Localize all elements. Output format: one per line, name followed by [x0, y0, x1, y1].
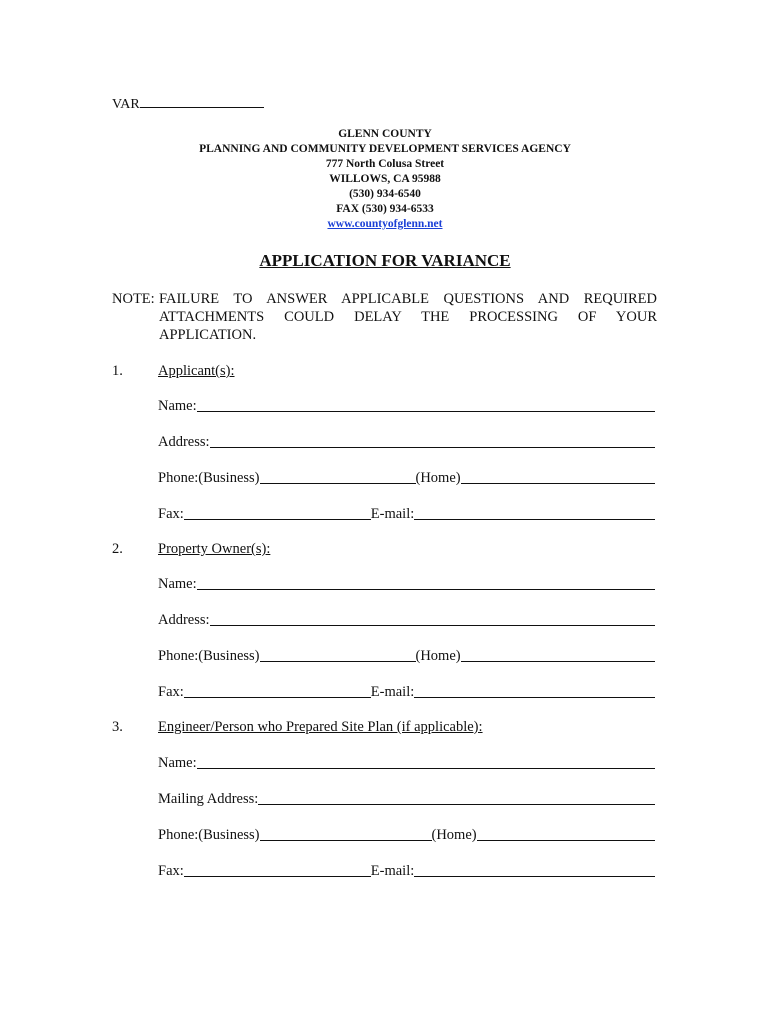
field-label: (Home) — [415, 648, 461, 664]
section-2-number: 2. — [112, 541, 123, 557]
owner-name-input[interactable] — [197, 589, 655, 590]
engineer-email-input[interactable] — [414, 876, 655, 877]
county-name: GLENN COUNTY — [338, 128, 432, 140]
applicant-home-phone-input[interactable] — [461, 483, 655, 484]
field-label: Fax: — [158, 863, 184, 879]
engineer-business-phone-input[interactable] — [260, 840, 432, 841]
note-label: NOTE: — [112, 291, 155, 307]
applicant-fax-input[interactable] — [184, 519, 371, 520]
agency-city: WILLOWS, CA 95988 — [329, 173, 441, 185]
section-1-number: 1. — [112, 363, 123, 379]
var-number-blank[interactable] — [140, 94, 264, 108]
field-label: E-mail: — [370, 506, 415, 522]
applicant-name-input[interactable] — [197, 411, 655, 412]
section-1-title: Applicant(s): — [158, 363, 235, 379]
note-text: FAILURE TO ANSWER APPLICABLE QUESTIONS AND REQUIRED ATTACHMENTS COULD DELAY THE PROCESSING OF YOUR APPLICATION. — [159, 291, 657, 343]
field-label: Name: — [158, 755, 197, 771]
engineer-name-input[interactable] — [197, 768, 655, 769]
owner-business-phone-input[interactable] — [260, 661, 416, 662]
note-block — [112, 290, 657, 344]
field-label: (Home) — [415, 470, 461, 486]
field-label: Phone:(Business) — [158, 470, 260, 486]
field-label: Phone:(Business) — [158, 648, 260, 664]
owner-home-phone-input[interactable] — [461, 661, 655, 662]
applicant-phone-field — [158, 469, 655, 487]
applicant-address-field — [158, 433, 655, 451]
field-label: Phone:(Business) — [158, 827, 260, 843]
engineer-fax-input[interactable] — [184, 876, 371, 877]
agency-phone: (530) 934-6540 — [349, 188, 421, 200]
owner-address-input[interactable] — [210, 625, 655, 626]
field-label: E-mail: — [370, 684, 415, 700]
page-title: APPLICATION FOR VARIANCE — [259, 251, 511, 270]
field-label: Fax: — [158, 684, 184, 700]
engineer-mailing-address-input[interactable] — [258, 804, 655, 805]
section-3-number: 3. — [112, 719, 123, 735]
owner-address-field — [158, 611, 655, 629]
owner-name-field — [158, 575, 655, 593]
field-label: E-mail: — [370, 863, 415, 879]
agency-street: 777 North Colusa Street — [325, 158, 445, 170]
section-2-title: Property Owner(s): — [158, 541, 271, 557]
engineer-phone-field — [158, 826, 655, 844]
engineer-home-phone-input[interactable] — [477, 840, 655, 841]
field-label: Fax: — [158, 506, 184, 522]
var-label: VAR — [112, 97, 140, 112]
agency-fax: FAX (530) 934-6533 — [336, 203, 434, 215]
applicant-name-field — [158, 397, 655, 415]
engineer-fax-email-field — [158, 862, 655, 880]
owner-email-input[interactable] — [414, 697, 655, 698]
field-label: Name: — [158, 398, 197, 414]
field-label: Name: — [158, 576, 197, 592]
agency-name: PLANNING AND COMMUNITY DEVELOPMENT SERVICES AGENCY — [199, 143, 571, 155]
applicant-fax-email-field — [158, 505, 655, 523]
owner-phone-field — [158, 647, 655, 665]
field-label: (Home) — [431, 827, 477, 843]
field-label: Mailing Address: — [158, 791, 259, 807]
field-label: Address: — [158, 434, 210, 450]
engineer-name-field — [158, 754, 655, 772]
agency-header — [0, 127, 770, 232]
owner-fax-input[interactable] — [184, 697, 371, 698]
agency-website-link[interactable]: www.countyofglenn.net — [327, 218, 443, 230]
section-3-title: Engineer/Person who Prepared Site Plan (if applicable): — [158, 719, 483, 735]
applicant-business-phone-input[interactable] — [260, 483, 416, 484]
owner-fax-email-field — [158, 683, 655, 701]
applicant-address-input[interactable] — [210, 447, 655, 448]
applicant-email-input[interactable] — [414, 519, 655, 520]
field-label: Address: — [158, 612, 210, 628]
engineer-mailing-address-field — [158, 790, 655, 808]
var-number-field — [112, 94, 264, 113]
